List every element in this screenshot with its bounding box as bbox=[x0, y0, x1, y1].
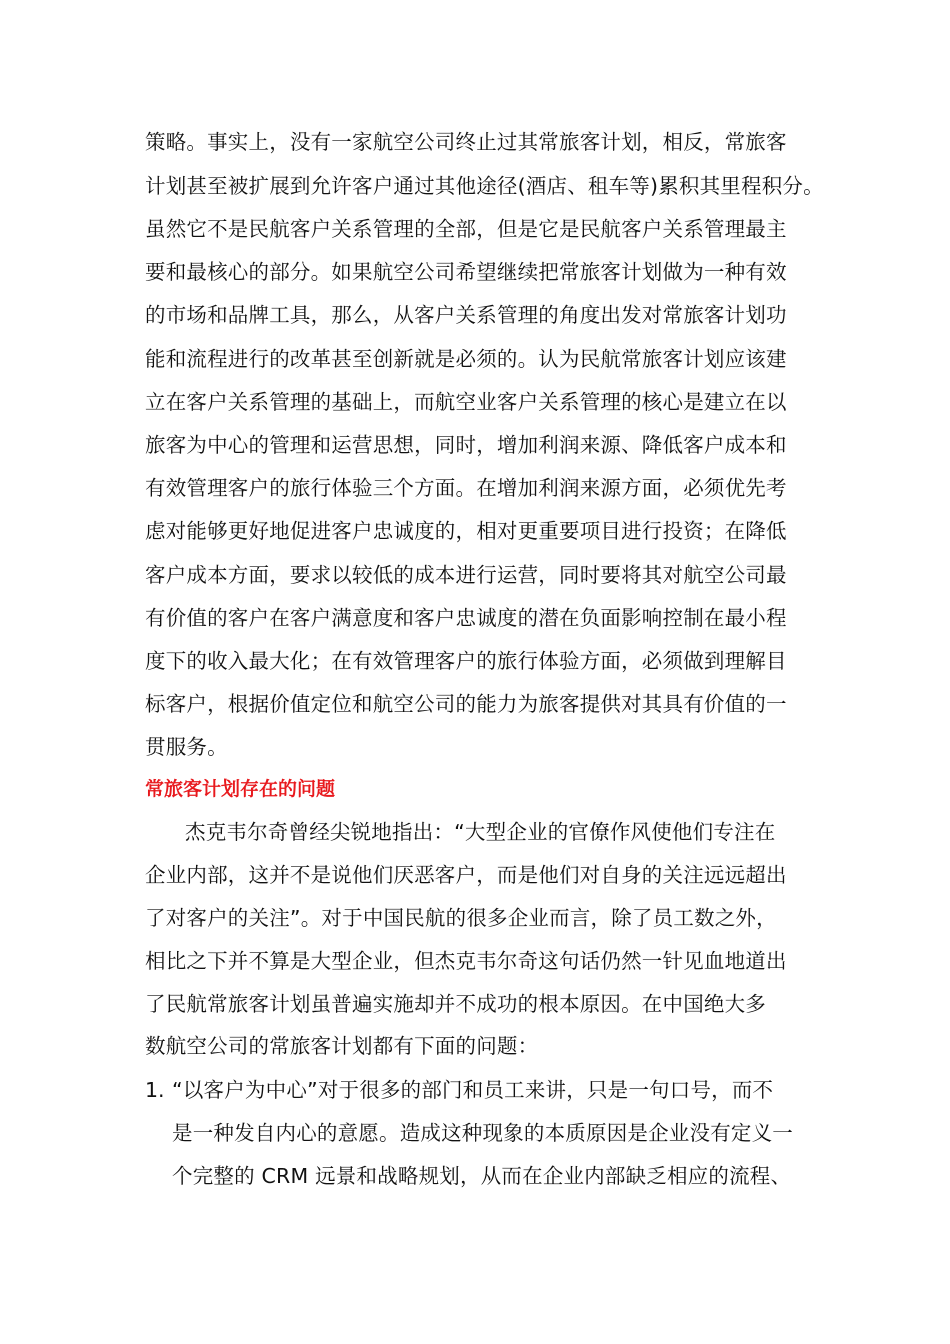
paragraph-1-line-13: 度下的收入最大化；在有效管理客户的旅行体验方面，必须做到理解目 bbox=[145, 649, 787, 673]
paragraph-1-line-11: 客户成本方面，要求以较低的成本进行运营，同时要将其对航空公司最 bbox=[145, 563, 787, 587]
paragraph-2-line-2: 企业内部，这并不是说他们厌恶客户，而是他们对自身的关注远远超出 bbox=[145, 863, 787, 887]
paragraph-2-line-5: 了民航常旅客计划虽普遍实施却并不成功的根本原因。在中国绝大多 bbox=[145, 992, 766, 1016]
paragraph-1-line-15: 贯服务。 bbox=[145, 735, 228, 759]
paragraph-1-line-4: 要和最核心的部分。如果航空公司希望继续把常旅客计划做为一种有效 bbox=[145, 260, 787, 284]
paragraph-2-line-3: 了对客户的关注”。对于中国民航的很多企业而言，除了员工数之外， bbox=[145, 906, 777, 930]
list-item-1-line-2: 是一种发自内心的意愿。造成这种现象的本质原因是企业没有定义一 bbox=[172, 1121, 793, 1145]
paragraph-1-line-14: 标客户，根据价值定位和航空公司的能力为旅客提供对其具有价值的一 bbox=[145, 692, 787, 716]
paragraph-1-line-12: 有价值的客户在客户满意度和客户忠诚度的潜在负面影响控制在最小程 bbox=[145, 606, 787, 630]
paragraph-1-line-10: 虑对能够更好地促进客户忠诚度的，相对更重要项目进行投资；在降低 bbox=[145, 519, 787, 543]
section-heading: 常旅客计划存在的问题 bbox=[145, 778, 336, 800]
paragraph-1-line-2: 计划甚至被扩展到允许客户通过其他途径(酒店、租车等)累积其里程积分。 bbox=[145, 174, 824, 198]
paragraph-1-line-9: 有效管理客户的旅行体验三个方面。在增加利润来源方面，必须优先考 bbox=[145, 476, 787, 500]
list-item-1-number: 1. bbox=[145, 1078, 165, 1102]
paragraph-2-line-1: 杰克韦尔奇曾经尖锐地指出：“大型企业的官僚作风使他们专注在 bbox=[185, 820, 776, 844]
paragraph-1-line-6: 能和流程进行的改革甚至创新就是必须的。认为民航常旅客计划应该建 bbox=[145, 347, 787, 371]
paragraph-1-line-3: 虽然它不是民航客户关系管理的全部，但是它是民航客户关系管理最主 bbox=[145, 217, 787, 241]
paragraph-1-line-1: 策略。事实上，没有一家航空公司终止过其常旅客计划，相反，常旅客 bbox=[145, 130, 787, 154]
paragraph-2-line-4: 相比之下并不算是大型企业，但杰克韦尔奇这句话仍然一针见血地道出 bbox=[145, 949, 787, 973]
list-item-1-line-3: 个完整的 CRM 远景和战略规划，从而在企业内部缺乏相应的流程、 bbox=[172, 1164, 792, 1188]
paragraph-1-line-8: 旅客为中心的管理和运营思想，同时，增加利润来源、降低客户成本和 bbox=[145, 433, 787, 457]
paragraph-1-line-7: 立在客户关系管理的基础上，而航空业客户关系管理的核心是建立在以 bbox=[145, 390, 787, 414]
paragraph-2-line-6: 数航空公司的常旅客计划都有下面的问题： bbox=[145, 1034, 539, 1058]
paragraph-1-line-5: 的市场和品牌工具，那么，从客户关系管理的角度出发对常旅客计划功 bbox=[145, 303, 787, 327]
list-item-1-line-1: “以客户为中心”对于很多的部门和员工来讲，只是一句口号，而不 bbox=[172, 1078, 774, 1102]
